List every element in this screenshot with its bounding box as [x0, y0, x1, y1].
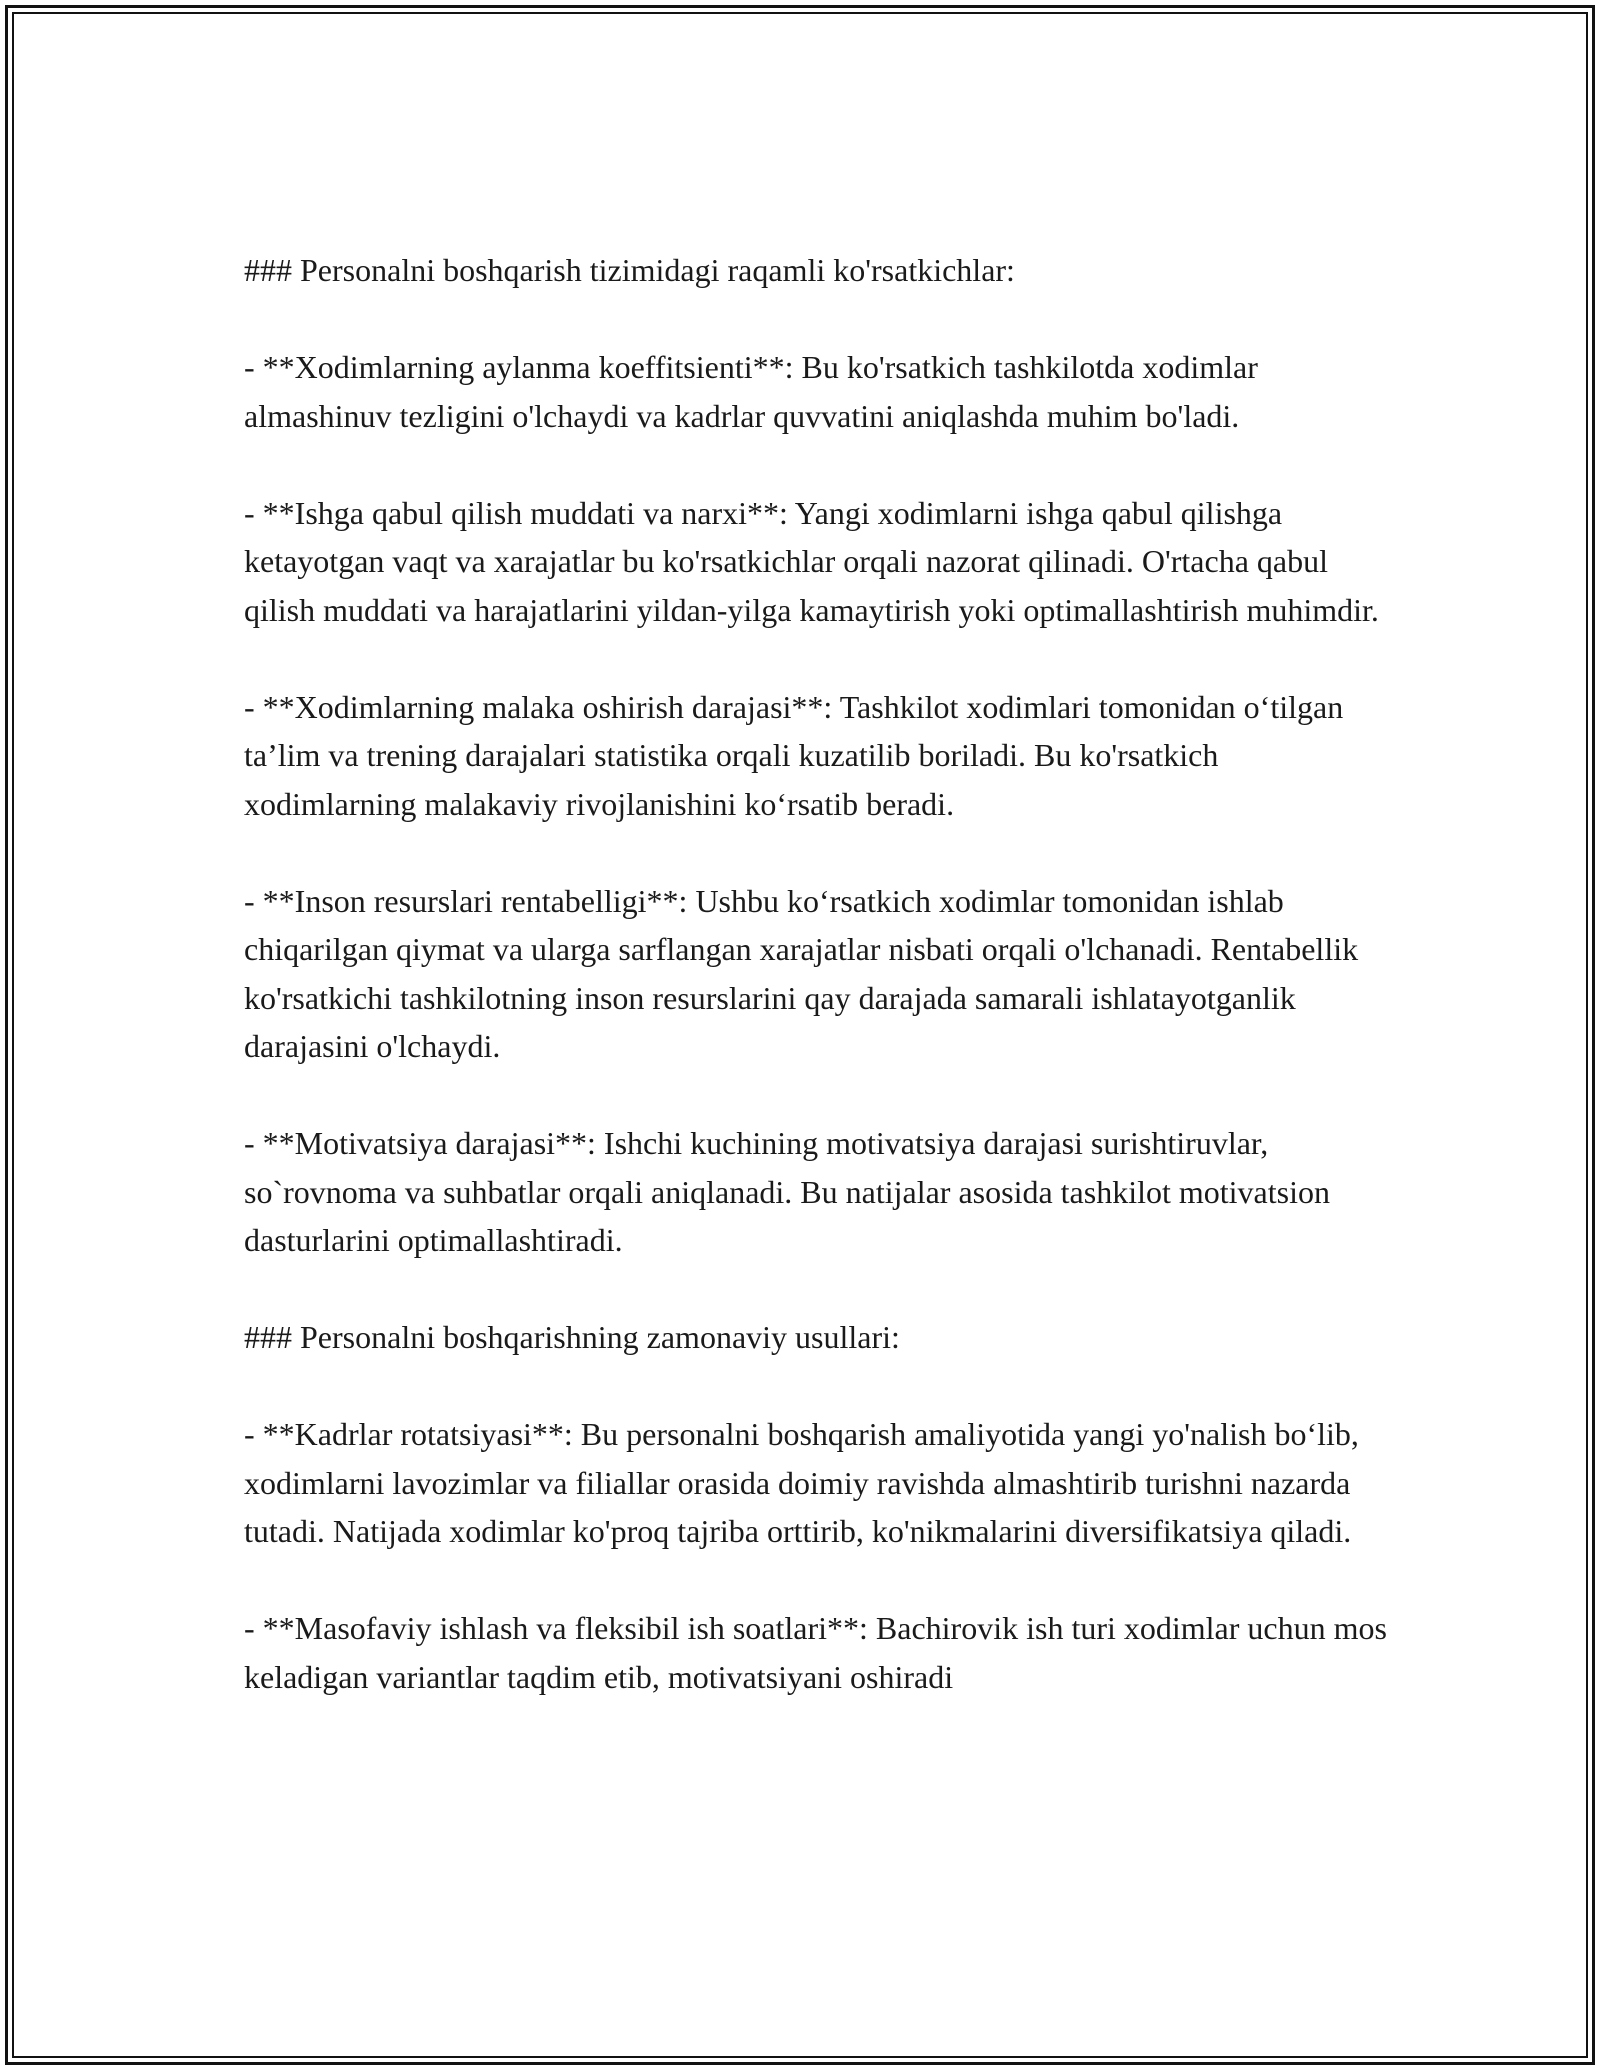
paragraph-staff-rotation: - **Kadrlar rotatsiyasi**: Bu personalni boshqarish amaliyotida yangi yo'nalish bo‘lib, xodimlarni lavozimlar va filiallar orasida doimiy ravishda almashtirib turishni nazarda tutadi. Natijada xodimlar ko'proq tajriba orttirib, ko'nikmalarini diversifikatsiya qiladi. [244, 1416, 1359, 1549]
paragraph-remote-flexible-work: - **Masofaviy ishlash va fleksibil ish soatlari**: Bachirovik ish turi xodimlar uchun mos keladigan variantlar taqdim etib, motivatsiyani oshiradi [244, 1610, 1387, 1695]
section-heading-digital-indicators: ### Personalni boshqarish tizimidagi raqamli ko'rsatkichlar: [244, 252, 1015, 288]
page-border-inner [12, 12, 1588, 2058]
document-body [244, 246, 1394, 1701]
section-heading-modern-methods: ### Personalni boshqarishning zamonaviy usullari: [244, 1319, 900, 1355]
paragraph-qualification-level: - **Xodimlarning malaka oshirish darajasi**: Tashkilot xodimlari tomonidan o‘tilgan ta’lim va trening darajalari statistika orqali kuzatilib boriladi. Bu ko'rsatkich xodimlarning malakaviy rivojlanishini ko‘rsatib beradi. [244, 688, 1344, 822]
paragraph-hr-profitability: - **Inson resurslari rentabelligi**: Ushbu ko‘rsatkich xodimlar tomonidan ishlab chiqarilgan qiymat va ularga sarflangan xarajatlar nisbati orqali o'lchanadi. Rentabellik ko'rsatkichi tashkilotning inson resurslarini qay darajada samarali ishlatayotganlik darajasini o'lchaydi. [244, 882, 1359, 1064]
paragraph-hiring-time-cost: - **Ishga qabul qilish muddati va narxi**: Yangi xodimlarni ishga qabul qilishga ketayotgan vaqt va xarajatlar bu ko'rsatkichlar orqali nazorat qilinadi. O'rtacha qabul qilish muddati va harajatlarini yildan-yilga kamaytirish yoki optimallashtirish muhimdir. [244, 494, 1379, 628]
paragraph-motivation-level: - **Motivatsiya darajasi**: Ishchi kuchining motivatsiya darajasi surishtiruvlar, so`rovnoma va suhbatlar orqali aniqlanadi. Bu natijalar asosida tashkilot motivatsion dasturlarini optimallashtiradi. [244, 1125, 1330, 1258]
paragraph-turnover-coefficient: - **Xodimlarning aylanma koeffitsienti**: Bu ko'rsatkich tashkilotda xodimlar almashinuv tezligini o'lchaydi va kadrlar quvvatini aniqlashda muhim bo'ladi. [244, 349, 1258, 434]
page-border [5, 5, 1595, 2065]
